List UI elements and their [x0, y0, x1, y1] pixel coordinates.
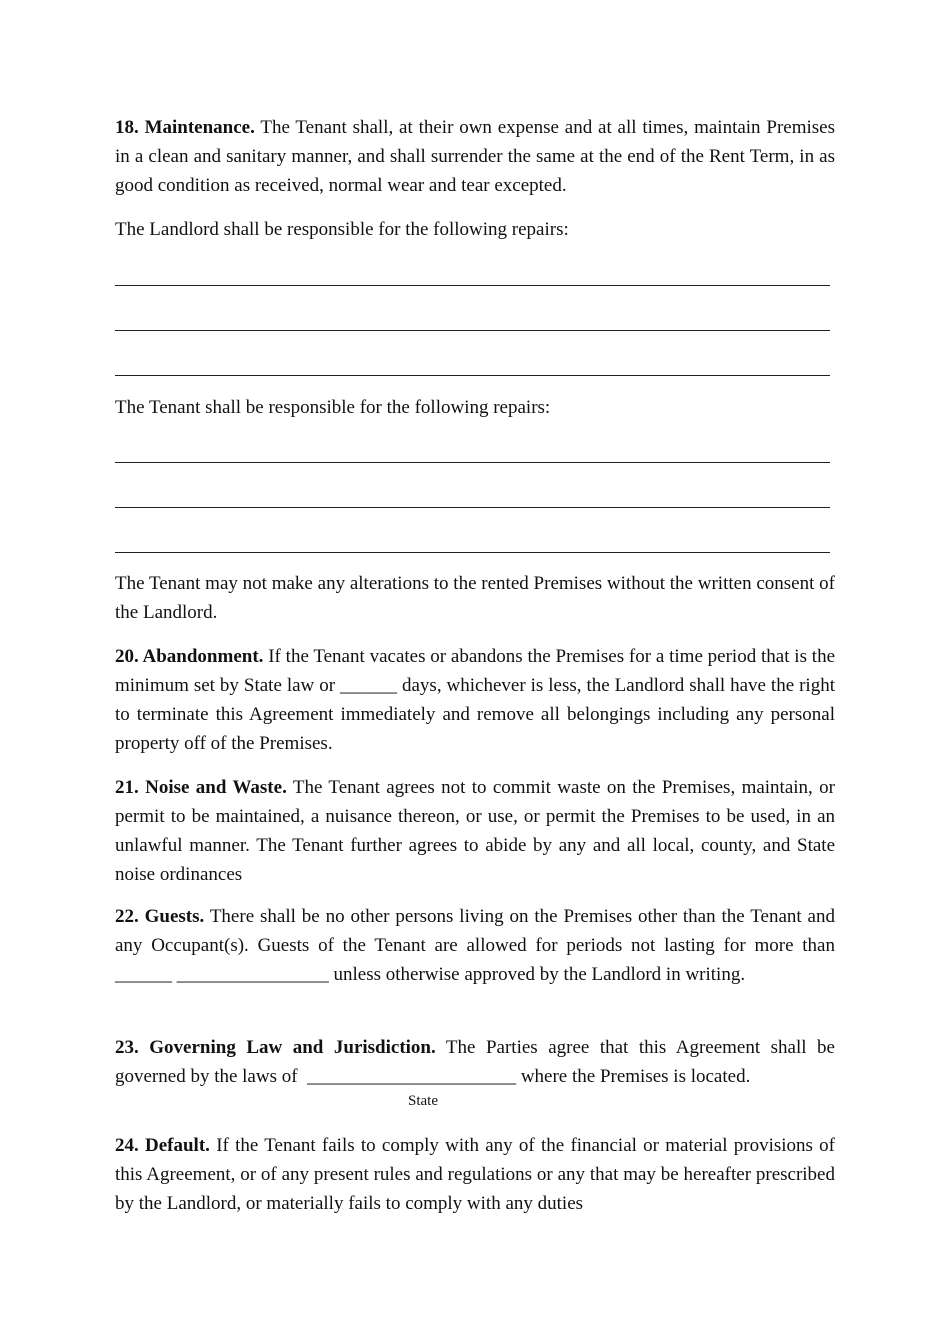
- state-blank-field[interactable]: ______________________: [307, 1066, 517, 1087]
- section-22-body: There shall be no other persons living on the Premises other than the Tenant and any Occupant(s). Guests of the Tenant are allowed for periods not lasting for more than ______ ________________ unless otherwise approved by the Landlord in writing.: [115, 906, 835, 985]
- landlord-repairs-line-1[interactable]: [115, 285, 830, 286]
- alterations-paragraph: The Tenant may not make any alterations to the rented Premises without the written consent of the Landlord.: [115, 573, 835, 623]
- tenant-repairs-line-1[interactable]: [115, 462, 830, 463]
- section-21: [115, 773, 835, 889]
- tenant-repairs-line-2[interactable]: [115, 507, 830, 508]
- section-23-heading: 23. Governing Law and Jurisdiction.: [115, 1037, 436, 1058]
- landlord-repairs-line-2[interactable]: [115, 330, 830, 331]
- section-22: [115, 902, 835, 989]
- section-21-body: The Tenant agrees not to commit waste on the Premises, maintain, or permit to be maintained, a nuisance thereon, or use, or permit the Premises to be used, in an unlawful manner. The Tenant further agrees to abide by any and all local, county, and State noise ordinances: [115, 777, 835, 885]
- tenant-repairs-label-block: [115, 393, 835, 422]
- section-21-heading: 21. Noise and Waste.: [115, 777, 287, 798]
- section-23-paragraph: [115, 1033, 835, 1091]
- section-20-paragraph: [115, 642, 835, 758]
- section-23-body-before: The Parties agree that this Agreement shall be governed by the laws of: [115, 1037, 835, 1087]
- state-caption: State: [408, 1093, 438, 1109]
- section-23-body-after: where the Premises is located.: [520, 1066, 751, 1087]
- tenant-repairs-line-3[interactable]: [115, 552, 830, 553]
- section-24-paragraph: [115, 1131, 835, 1218]
- section-18-body: The Tenant shall, at their own expense and at all times, maintain Premises in a clean and sanitary manner, and shall surrender the same at the end of the Rent Term, in as good condition as received, normal wear and tear excepted.: [115, 117, 835, 196]
- section-18: [115, 113, 835, 200]
- section-20-heading: 20. Abandonment.: [115, 646, 264, 667]
- section-18-paragraph: [115, 113, 835, 200]
- section-22-heading: 22. Guests.: [115, 906, 205, 927]
- tenant-repairs-label: The Tenant shall be responsible for the following repairs:: [115, 397, 551, 418]
- section-23: [115, 1033, 835, 1091]
- section-20-body: If the Tenant vacates or abandons the Premises for a time period that is the minimum set by State law or ______ days, whichever is less, the Landlord shall have the right to terminate this Agreement immediately and remove all belongings including any personal property off of the Premises.: [115, 646, 835, 754]
- section-24: [115, 1131, 835, 1218]
- section-24-body: If the Tenant fails to comply with any of the financial or material provisions of this Agreement, or of any present rules and regulations or any that may be hereafter prescribed by the Landlord, or materially fails to comply with any duties: [115, 1135, 836, 1214]
- section-21-paragraph: [115, 773, 835, 889]
- alterations-block: [115, 569, 835, 627]
- section-24-heading: 24. Default.: [115, 1135, 210, 1156]
- landlord-repairs-label: The Landlord shall be responsible for the following repairs:: [115, 219, 569, 240]
- landlord-repairs-label-block: [115, 215, 835, 244]
- section-20: [115, 642, 835, 758]
- landlord-repairs-line-3[interactable]: [115, 375, 830, 376]
- section-22-paragraph: [115, 902, 835, 989]
- section-18-heading: 18. Maintenance.: [115, 117, 255, 138]
